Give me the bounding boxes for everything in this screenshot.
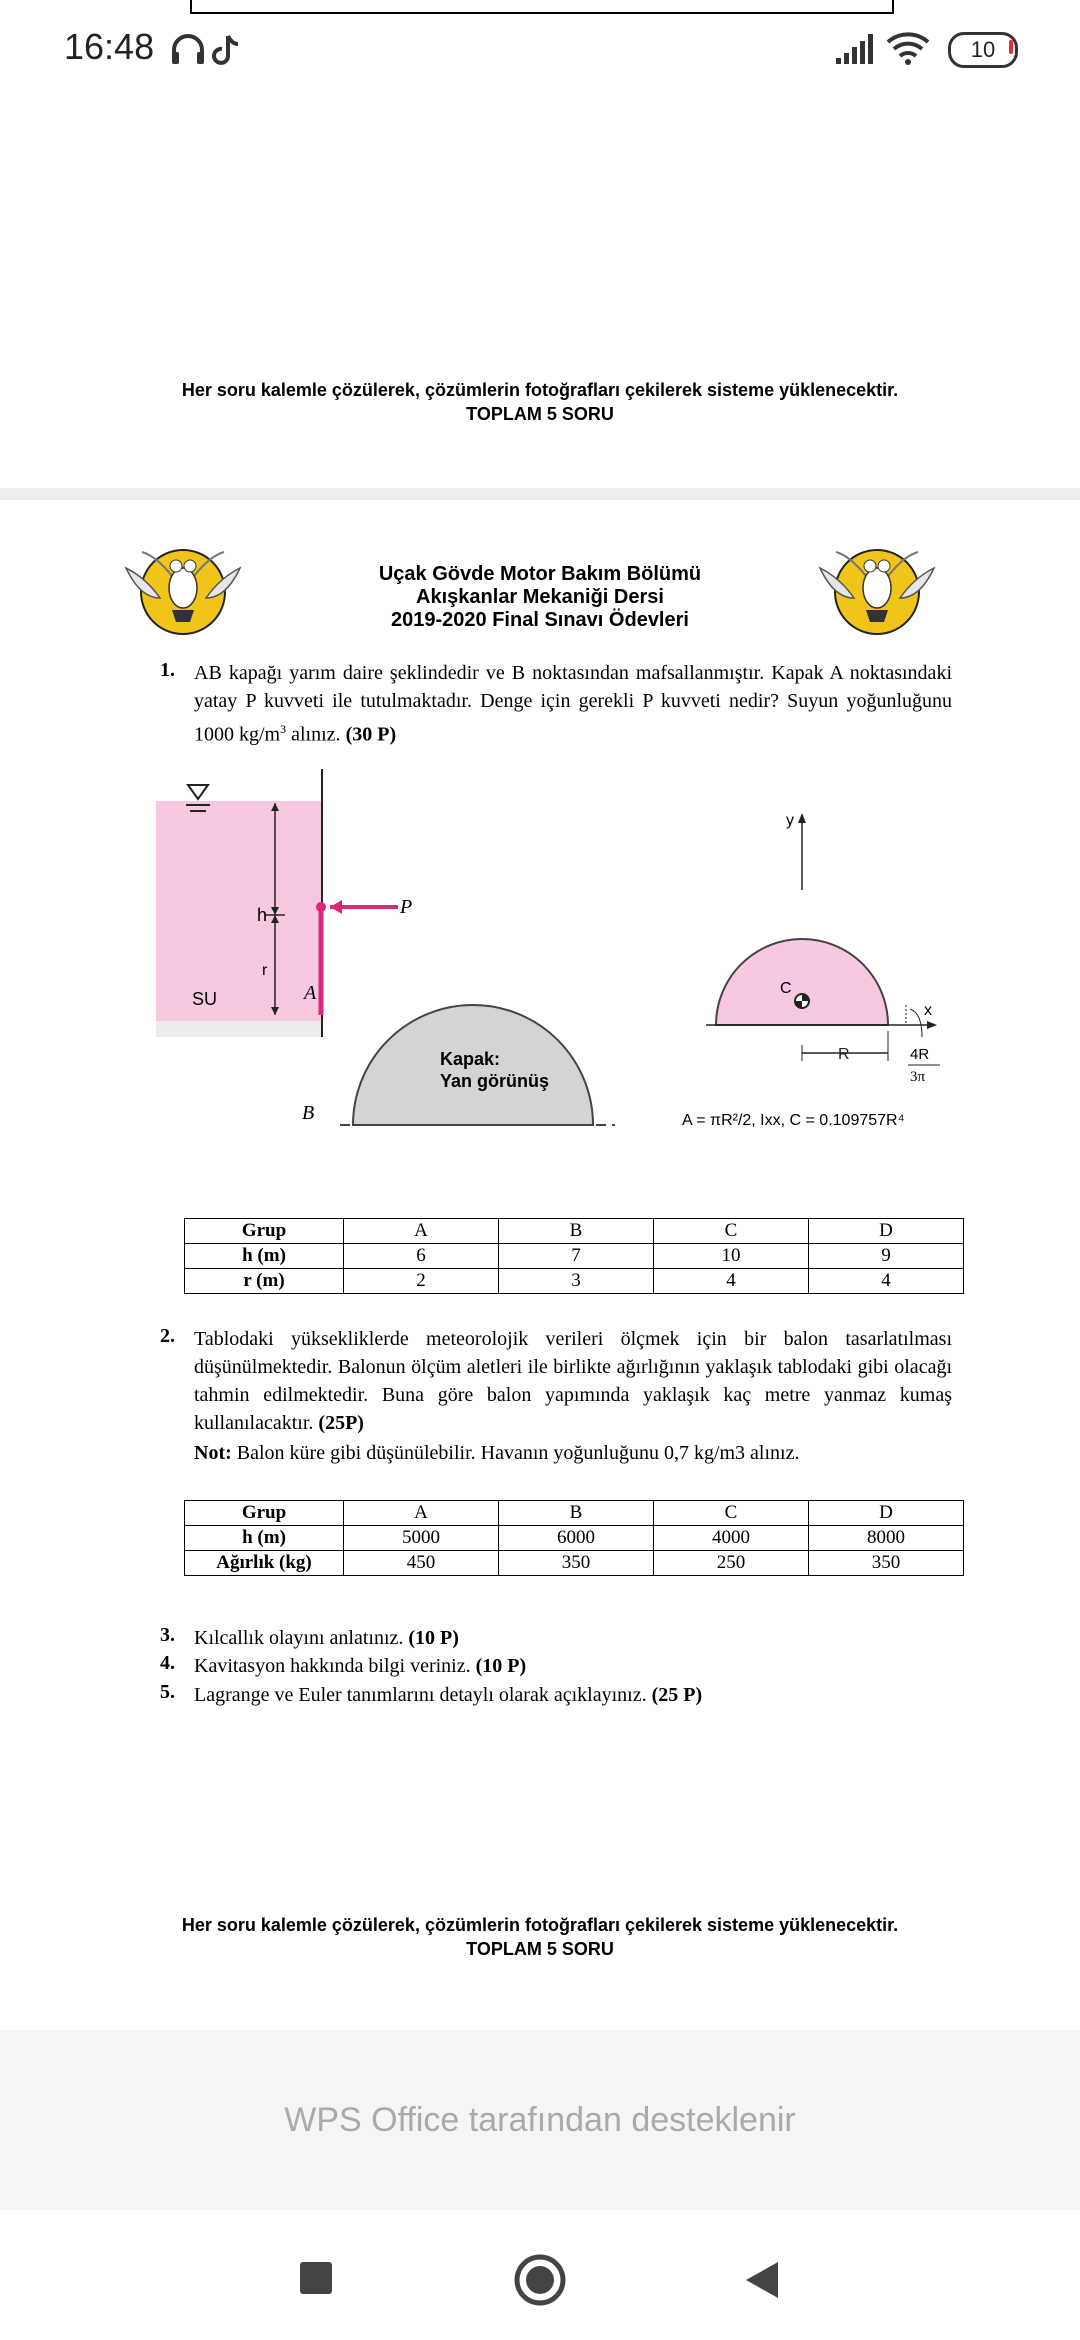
label-R: R — [838, 1046, 850, 1063]
q1-text: AB kapağı yarım daire şeklindedir ve B noktasından mafsallanmıştır. Kapak A noktasındaki yatay P kuvveti ile tutulmaktadır. Denge için gerekli P kuvveti nedir? Suyun yoğunluğunu 1000 $kg/m^3$ alınız. (30 P) — [194, 662, 952, 746]
area-formula: A = πR²/2, Ixx, C = 0.109757R⁴ — [682, 1112, 905, 1129]
q4-number: 4. — [160, 1652, 175, 1674]
header-exam: 2019-2020 Final Sınavı Ödevleri — [391, 609, 689, 631]
table-row — [185, 1219, 964, 1244]
free-surface-symbol — [188, 785, 208, 799]
q2-text: Tablodaki yüksekliklerde meteorolojik verileri ölçmek için bir balon tasarlatılması düşünülmektedir. Balonun ölçüm aletleri ile birlikte ağırlığının yaklaşık tablodaki gibi olacağı tahmin edilmektedir. Buna göre balon yapımında yaklaşık kaç metre yanmaz kumaş kullanılacaktır. (25P) — [194, 1328, 952, 1434]
q4-text: Kavitasyon hakkında bilgi veriniz. (10 P) — [194, 1655, 527, 1677]
table-cell: A — [344, 1219, 499, 1244]
table-cell: 8000 — [809, 1526, 964, 1551]
table-cell: h (m) — [185, 1526, 344, 1551]
page-footer-line1: Her soru kalemle çözülerek, çözümlerin fotoğrafları çekilerek sisteme yüklenecektir. — [181, 1915, 899, 1935]
wifi-icon — [886, 32, 932, 66]
table-row — [185, 1526, 964, 1551]
recent-apps-button[interactable] — [300, 2262, 332, 2294]
top-page-footer-line2: TOPLAM 5 SORU — [466, 404, 614, 424]
q2-number: 2. — [160, 1325, 175, 1347]
label-p: P — [400, 896, 413, 918]
gate-figure — [150, 765, 950, 1145]
header-department: Uçak Gövde Motor Bakım Bölümü — [378, 563, 702, 585]
table-row — [185, 1244, 964, 1269]
table-cell: 4000 — [654, 1526, 809, 1551]
header-course: Akışkanlar Mekaniği Dersi — [416, 586, 664, 608]
table-row — [185, 1269, 964, 1294]
headphones-icon — [172, 36, 204, 64]
table-cell: 5000 — [344, 1526, 499, 1551]
table-cell: B — [499, 1501, 654, 1526]
table-cell: 10 — [654, 1244, 809, 1269]
home-button[interactable] — [514, 2254, 566, 2306]
label-su: SU — [192, 989, 218, 1009]
page-footer-line2: TOPLAM 5 SORU — [466, 1939, 614, 1959]
label-frac-den: 3π — [910, 1069, 926, 1085]
table-cell: 4 — [654, 1269, 809, 1294]
label-kapak: Kapak: — [440, 1049, 501, 1069]
page-separator — [0, 488, 1080, 500]
label-a: A — [304, 982, 317, 1004]
battery-indicator: 10 — [948, 32, 1018, 68]
back-button[interactable] — [742, 2258, 782, 2302]
table-cell: D — [809, 1219, 964, 1244]
label-yan-gorunus: Yan görünüş — [440, 1071, 550, 1091]
table-cell: 350 — [499, 1551, 654, 1576]
label-r: r — [262, 962, 268, 979]
q3-number: 3. — [160, 1624, 175, 1646]
table-cell: r (m) — [185, 1269, 344, 1294]
table-cell: B — [499, 1219, 654, 1244]
table-cell: A — [344, 1501, 499, 1526]
navigation-bar — [0, 2210, 1080, 2340]
wps-powered-banner[interactable]: WPS Office tarafından desteklenir — [0, 2030, 1080, 2210]
label-h: h — [257, 905, 268, 925]
table-cell: Grup — [185, 1501, 344, 1526]
previous-page-table-edge — [190, 0, 894, 14]
q2-note: Not: Balon küre gibi düşünülebilir. Havanın yoğunluğunu 0,7 kg/m3 alınız. — [194, 1442, 800, 1464]
table-cell: 7 — [499, 1244, 654, 1269]
q5-text: Lagrange ve Euler tanımlarını detaylı olarak açıklayınız. (25 P) — [194, 1684, 703, 1706]
battery-low-mark — [1009, 40, 1013, 54]
table-cell: 3 — [499, 1269, 654, 1294]
table-cell: Grup — [185, 1219, 344, 1244]
status-notification-icons — [170, 32, 250, 68]
table-cell: C — [654, 1219, 809, 1244]
table-cell: 350 — [809, 1551, 964, 1576]
label-y: y — [786, 812, 794, 829]
table-row — [185, 1501, 964, 1526]
status-time: 16:48 — [64, 26, 155, 67]
table-cell: C — [654, 1501, 809, 1526]
table-cell: D — [809, 1501, 964, 1526]
label-x: x — [924, 1002, 932, 1019]
table-q1 — [184, 1218, 964, 1294]
label-c: C — [780, 980, 792, 997]
tiktok-icon — [214, 36, 238, 63]
table-cell: h (m) — [185, 1244, 344, 1269]
semicircle-section — [716, 939, 888, 1025]
table-row — [185, 1551, 964, 1576]
table-cell: 450 — [344, 1551, 499, 1576]
water-region — [156, 801, 322, 1021]
q5-number: 5. — [160, 1681, 175, 1703]
table-q2 — [184, 1500, 964, 1576]
q1-number: 1. — [160, 659, 175, 681]
status-bar — [0, 0, 1080, 100]
table-cell: Ağırlık (kg) — [185, 1551, 344, 1576]
table-cell: 2 — [344, 1269, 499, 1294]
top-page-footer-line1: Her soru kalemle çözülerek, çözümlerin fotoğrafları çekilerek sisteme yüklenecektir. — [181, 380, 899, 400]
table-cell: 6000 — [499, 1526, 654, 1551]
q3-text: Kılcallık olayını anlatınız. (10 P) — [194, 1627, 459, 1649]
signal-icon — [836, 32, 876, 66]
table-cell: 4 — [809, 1269, 964, 1294]
table-cell: 6 — [344, 1244, 499, 1269]
table-cell: 250 — [654, 1551, 809, 1576]
university-logo-left — [122, 538, 244, 640]
table-cell: 9 — [809, 1244, 964, 1269]
label-b: B — [302, 1102, 315, 1124]
label-frac-num: 4R — [910, 1046, 930, 1063]
